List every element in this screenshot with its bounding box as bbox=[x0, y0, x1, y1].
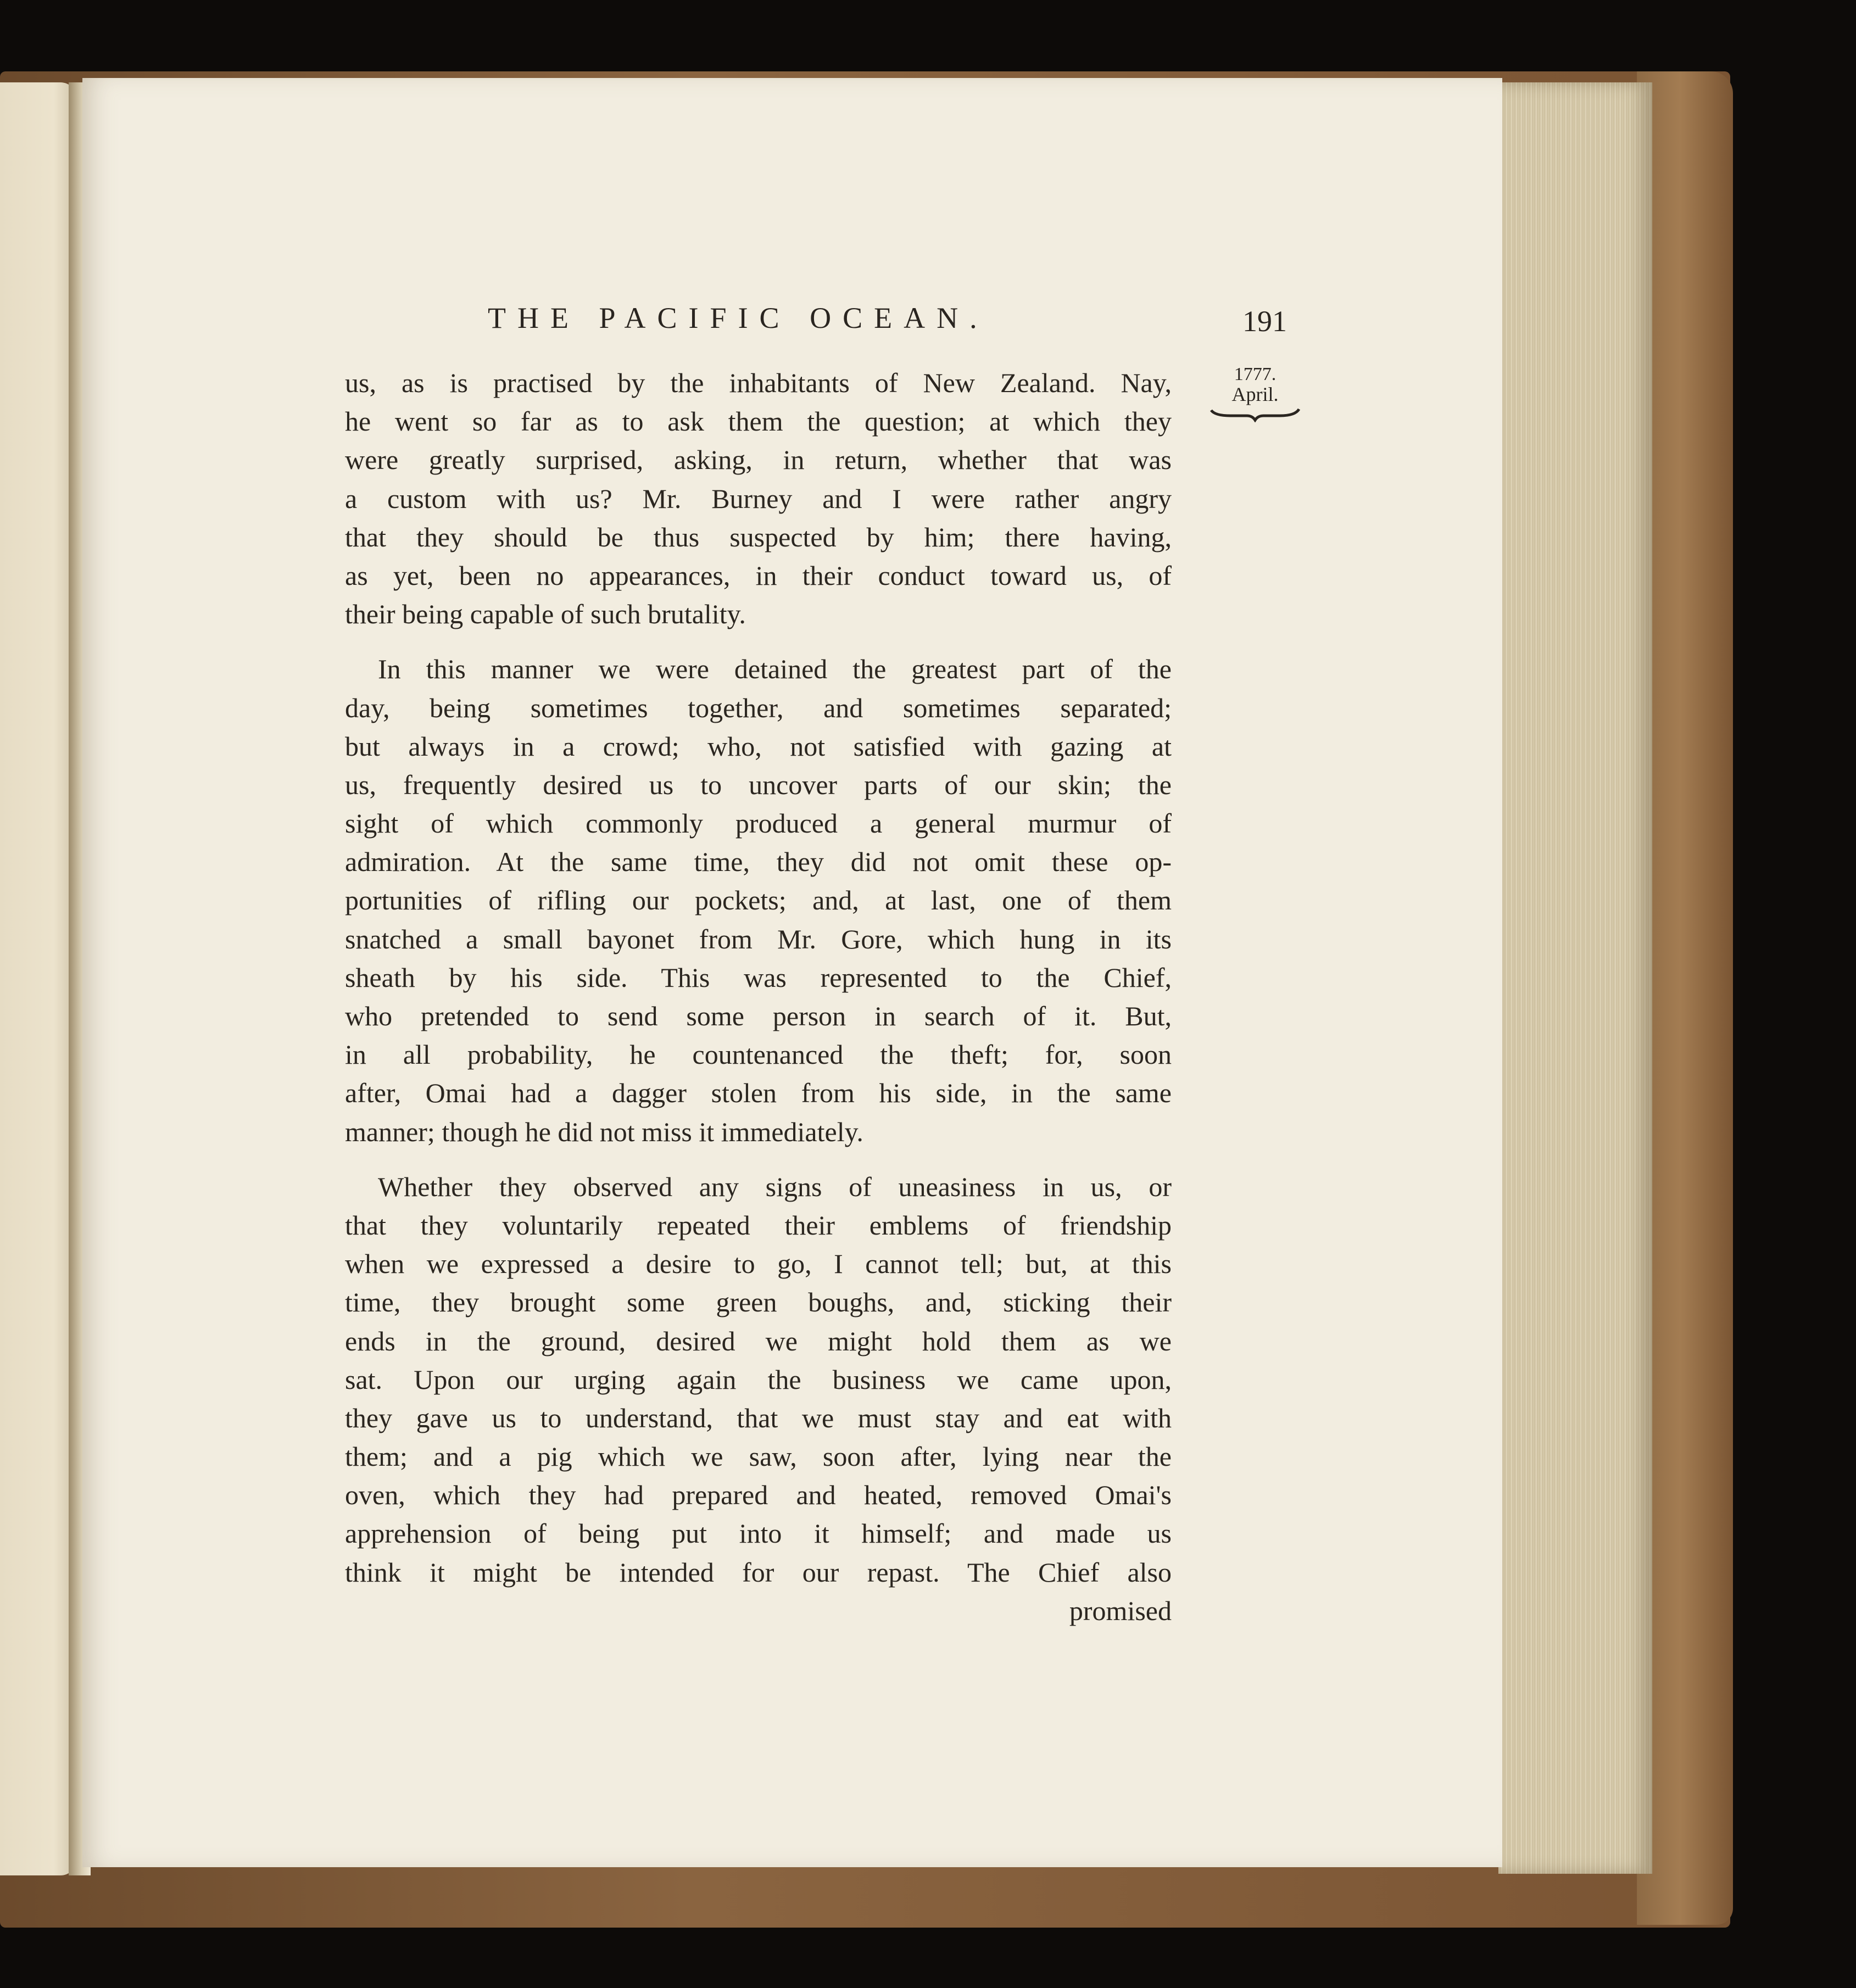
text-line: admiration. At the same time, they did not omit these op- bbox=[345, 846, 1172, 878]
text-line: sheath by his side. This was represented to the Chief, bbox=[345, 962, 1172, 993]
text-line: he went so far as to ask them the question; at which they bbox=[345, 406, 1172, 437]
text-line: a custom with us? Mr. Burney and I were rather angry bbox=[345, 483, 1172, 514]
paragraph bbox=[345, 364, 1172, 633]
margin-note-year: 1777. bbox=[1234, 364, 1277, 384]
text-line: their being capable of such brutality. bbox=[345, 599, 746, 630]
text-line: but always in a crowd; who, not satisfied with gazing at bbox=[345, 730, 1172, 762]
text-line: In this manner we were detained the greatest part of the bbox=[378, 654, 1172, 685]
paragraph bbox=[345, 1168, 1172, 1591]
text-line: us, as is practised by the inhabitants of New Zealand. Nay, bbox=[345, 367, 1172, 398]
text-line: were greatly surprised, asking, in return, whether that was bbox=[345, 444, 1172, 476]
running-head bbox=[0, 301, 1856, 345]
running-head-title: THE PACIFIC OCEAN. bbox=[488, 301, 989, 334]
text-line: when we expressed a desire to go, I cannot tell; but, at this bbox=[345, 1248, 1172, 1280]
text-line: snatched a small bayonet from Mr. Gore, which hung in its bbox=[345, 923, 1172, 954]
paragraph bbox=[345, 650, 1172, 1151]
margin-note-month: April. bbox=[1231, 383, 1279, 405]
text-line: day, being sometimes together, and sometimes separated; bbox=[345, 692, 1172, 723]
text-line: ends in the ground, desired we might hold them as we bbox=[345, 1325, 1172, 1356]
paragraph-gap bbox=[345, 1151, 1172, 1168]
text-line: sat. Upon our urging again the business we came upon, bbox=[345, 1364, 1172, 1395]
text-line: they gave us to understand, that we must stay and eat with bbox=[345, 1402, 1172, 1433]
text-line: that they voluntarily repeated their emblems of friendship bbox=[345, 1209, 1172, 1241]
text-line: Whether they observed any signs of uneasiness in us, or bbox=[378, 1171, 1172, 1202]
text-line: think it might be intended for our repast. The Chief also bbox=[345, 1556, 1172, 1588]
text-line: after, Omai had a dagger stolen from his side, in the same bbox=[345, 1077, 1172, 1109]
text-line: us, frequently desired us to uncover parts of our skin; the bbox=[345, 769, 1172, 800]
left-page-edge bbox=[0, 82, 77, 1875]
text-line: manner; though he did not miss it immediately. bbox=[345, 1116, 863, 1147]
text-line: that they should be thus suspected by him; there having, bbox=[345, 521, 1172, 552]
brace-ornament bbox=[1208, 406, 1302, 422]
text-line: them; and a pig which we saw, soon after, lying near the bbox=[345, 1441, 1172, 1472]
body-text bbox=[345, 364, 1172, 1630]
paragraph-gap bbox=[345, 633, 1172, 650]
text-line: sight of which commonly produced a general murmur of bbox=[345, 808, 1172, 839]
text-line: oven, which they had prepared and heated, removed Omai's bbox=[345, 1479, 1172, 1511]
text-line: in all probability, he countenanced the theft; for, soon bbox=[345, 1039, 1172, 1070]
catchword: promised bbox=[1069, 1595, 1172, 1626]
text-line: time, they brought some green boughs, and, sticking their bbox=[345, 1287, 1172, 1318]
text-line: as yet, been no appearances, in their conduct toward us, of bbox=[345, 560, 1172, 591]
text-line: apprehension of being put into it himself; and made us bbox=[345, 1518, 1172, 1549]
page-block-edges bbox=[1498, 82, 1652, 1874]
page-number: 191 bbox=[1242, 305, 1287, 338]
margin-note-date bbox=[1208, 365, 1302, 422]
text-line: who pretended to send some person in search of it. But, bbox=[345, 1001, 1172, 1031]
text-line: portunities of rifling our pockets; and, at last, one of them bbox=[345, 885, 1172, 916]
